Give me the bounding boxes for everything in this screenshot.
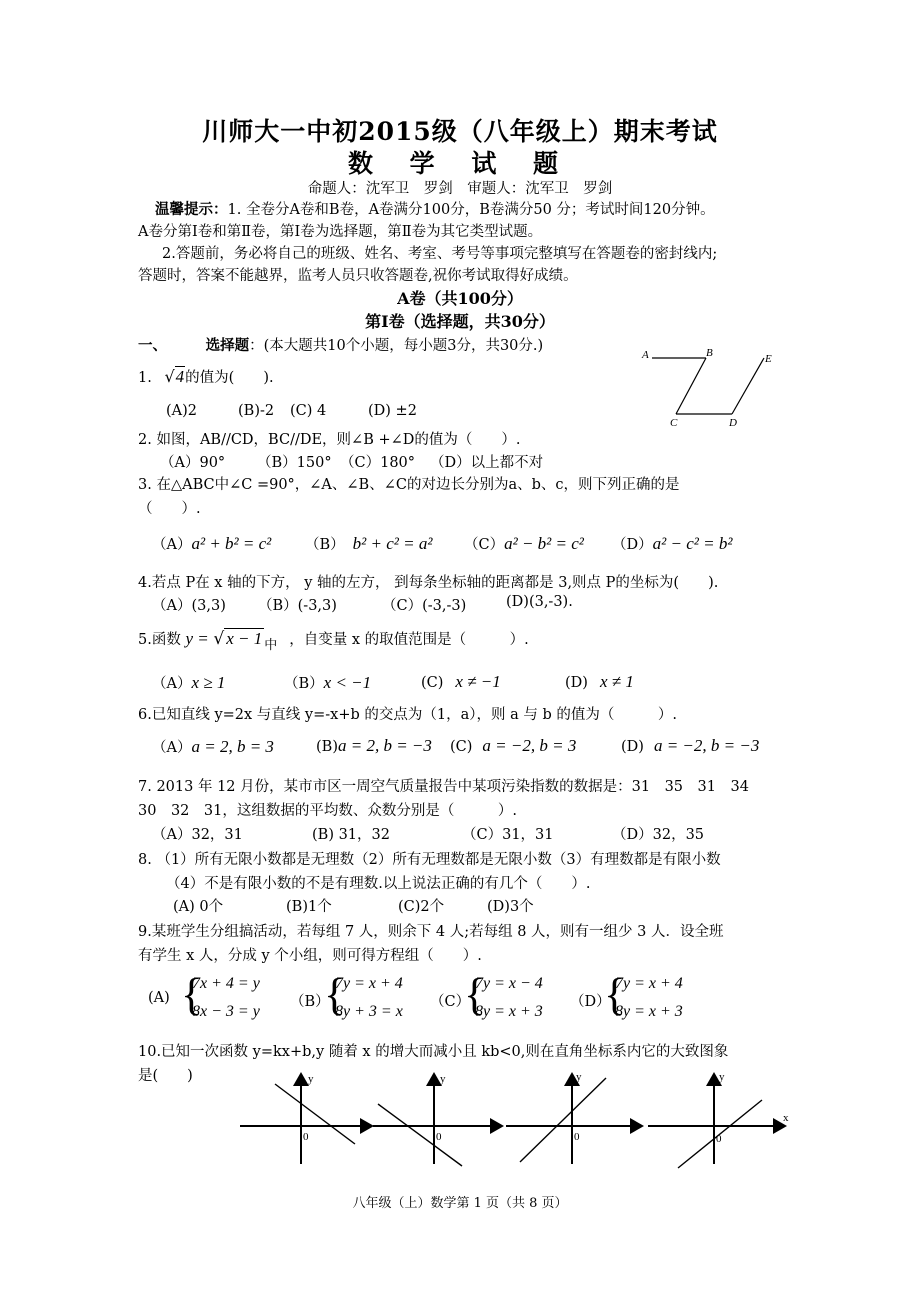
sqrt-radicand: x − 1 [226,629,263,648]
graph-b-y-label: y [440,1073,446,1085]
q9-b-eq2: 8y + 3 = x [335,1003,403,1020]
q6-option-c: (C) a = −2, b = 3 [450,736,577,755]
sqrt-radicand: 4 [175,367,185,386]
q3-option-b: （B） b² + c² = a² [305,534,433,553]
question-8: 8. （1）所有无限小数都是无理数（2）所有无理数都是无限小数（3）有理数都是有限小数 [138,852,721,868]
q5-option-d: (D) x ≠ 1 [565,672,634,691]
q4-option-c: （C）(-3,-3) [382,598,467,614]
q1-option-d: (D) ±2 [368,403,417,419]
question-1: 1. √4的值为( ). [138,367,274,386]
q7-option-a: （A）32，31 [152,827,243,843]
sqrt-symbol: √ [213,629,225,649]
question-9-cont: 有学生 x 人，分成 y 个小组，则可得方程组（ ）. [138,948,482,964]
q4-option-a: （A）(3,3) [152,598,226,614]
q8-option-d: (D)3个 [487,899,534,915]
graph-a-origin: 0 [303,1131,309,1143]
tips-line-4: 答题时，答案不能越界，监考人员只收答题卷,祝你考试取得好成绩。 [138,268,578,284]
q1-option-a: (A)2 [166,403,198,419]
parallel-lines-figure [636,346,786,430]
q9-option-a: (A) [148,990,170,1006]
q9-a-eq2: 8x − 3 = y [192,1003,260,1020]
q9-brace-c: { [464,970,486,1019]
tips-line-3: 2.答题前，务必将自己的班级、姓名、考室、考号等事项完整填写在答题卷的密封线内; [162,246,718,262]
q4-option-b: （B）(-3,3) [258,598,337,614]
q9-a-eq1: 7x + 4 = y [192,975,260,992]
graph-b-origin: 0 [436,1131,442,1143]
sqrt-symbol: √ [164,367,175,386]
tips-label: 温馨提示： [155,201,228,218]
graph-a-y-label: y [308,1073,314,1085]
q7-option-c: （C）31，31 [462,827,554,843]
figure-label-a: A [642,349,649,361]
question-4: 4.若点 P在 x 轴的下方， y 轴的左方， 到每条坐标轴的距离都是 3,则点 P的坐标为( ). [138,575,719,591]
figure-label-c: C [670,417,678,429]
figure-label-b: B [706,347,713,359]
q9-c-eq2: 8y = x + 3 [475,1003,543,1020]
graph-a [240,1073,372,1164]
graph-c-y-label: y [576,1071,582,1083]
q1-option-b: (B)-2 [238,403,275,419]
q3-option-a: （A）a² + b² = c² [152,534,272,553]
q9-c-eq1: 7y = x − 4 [475,975,543,992]
q7-option-b: (B) 31，32 [312,827,390,843]
q9-d-eq2: 8y = x + 3 [615,1003,683,1020]
q6-option-a: （A）a = 2, b = 3 [152,737,274,756]
q8-option-b: (B)1个 [286,899,332,915]
authors-line: 命题人：沈军卫 罗剑 审题人：沈军卫 罗剑 [307,181,613,197]
q2-option-d: （D）以上都不对 [430,455,544,471]
question-8-cont: （4）不是有限小数的不是有理数.以上说法正确的有几个（ ）. [166,876,591,892]
q9-b-eq1: 7y = x + 4 [335,975,403,992]
q5-option-b: （B）x < −1 [284,673,372,692]
q9-d-eq1: 7y = x + 4 [615,975,683,992]
q2-option-b: （B）150° [257,455,332,471]
q9-option-c: （C） [430,994,471,1010]
q2-option-c: （C）180° [340,455,416,471]
graph-d [648,1071,789,1168]
question-7: 7. 2013 年 12 月份，某市市区一周空气质量报告中某项污染指数的数据是：31 35 31 34 [138,779,749,795]
figure-label-e: E [765,353,772,365]
section-a-title: A卷（共100分） [397,289,523,308]
question-2: 2. 如图，AB//CD，BC//DE，则∠B +∠D的值为（ ）. [138,432,521,448]
graph-b [373,1073,502,1166]
question-10: 10.已知一次函数 y=kx+b,y 随着 x 的增大而减小且 kb<0,则在直角坐标系内它的大致图象 [138,1044,729,1060]
q9-option-d: （D） [570,994,611,1010]
q3-option-c: （C）a² − b² = c² [464,534,584,553]
q4-option-d: (D)(3,-3). [506,594,573,610]
q3-option-d: （D）a² − c² = b² [612,534,733,553]
q9-brace-d: { [604,970,626,1019]
graph-d-x-label: x [783,1112,789,1124]
q9-option-b: （B） [290,994,330,1010]
graph-d-origin: 0 [716,1133,722,1145]
subject-title: 数 学 试 题 [347,149,573,178]
q6-option-d: (D) a = −2, b = −3 [621,736,760,755]
q6-option-b: (B)a = 2, b = −3 [316,736,432,755]
q8-option-a: (A) 0个 [173,899,224,915]
question-3-cont: （ ）. [138,501,201,517]
graph-c-origin: 0 [574,1131,580,1143]
section-one-heading: 一、 选择题：(本大题共10个小题，每小题3分，共30分.) [138,337,544,354]
q2-option-a: （A）90° [160,455,226,471]
page-footer: 八年级（上）数学第 1 页（共 8 页） [352,1196,568,1211]
part1-title: 第Ⅰ卷（选择题，共30分） [365,312,555,331]
tips-line-1: 温馨提示：1. 全卷分A卷和B卷，A卷满分100分，B卷满分50 分；考试时间120分钟。 [155,201,715,218]
exam-title: 川师大一中初2015级（八年级上）期末考试 [202,117,718,146]
q1-option-c: (C) 4 [290,403,327,419]
graph-d-y-label: y [719,1071,725,1083]
q9-brace-a: { [181,970,203,1019]
q9-brace-b: { [324,970,346,1019]
question-10-cont: 是( ) [138,1068,193,1084]
q5-option-a: （A）x ≥ 1 [152,673,226,692]
question-5: 5.函数 y = √ x − 1 中 ，自变量 x 的取值范围是（ ）. [138,629,529,653]
q8-option-c: (C)2个 [398,899,445,915]
q5-option-c: (C) x ≠ −1 [421,672,501,691]
graph-c [506,1071,642,1164]
question-3: 3. 在△ABC中∠C =90°，∠A、∠B、∠C的对边长分别为a、b、c，则下列正确的是 [138,477,680,493]
question-7-cont: 30 32 31，这组数据的平均数、众数分别是（ ）. [138,803,517,819]
figure-label-d: D [729,417,737,429]
question-9: 9.某班学生分组搞活动，若每组 7 人，则余下 4 人;若每组 8 人，则有一组少 3 人．设全班 [138,924,724,940]
question-6: 6.已知直线 y=2x 与直线 y=-x+b 的交点为（1，a），则 a 与 b 的值为（ ）. [138,707,677,723]
q7-option-d: （D）32，35 [612,827,705,843]
tips-line-2: A卷分第Ⅰ卷和第Ⅱ卷，第Ⅰ卷为选择题，第Ⅱ卷为其它类型试题。 [138,224,543,240]
q10-graphs [230,1066,800,1170]
